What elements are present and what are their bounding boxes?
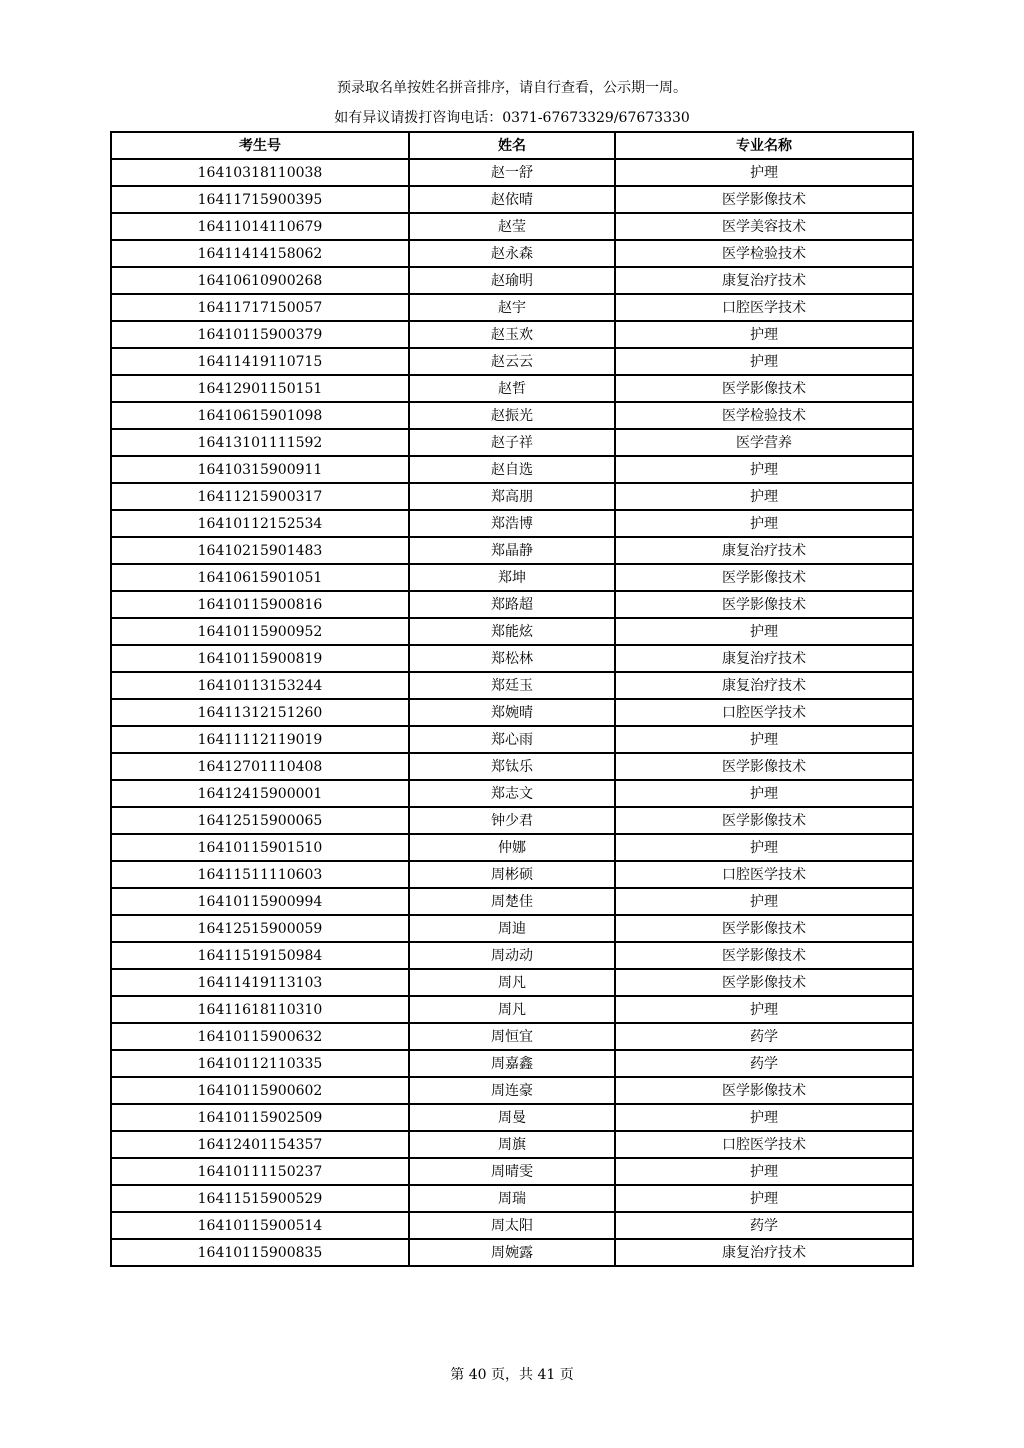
column-header-major: 专业名称	[615, 132, 913, 159]
cell-exam-id: 16411414158062	[111, 240, 409, 267]
cell-major: 护理	[615, 1185, 913, 1212]
cell-exam-id: 16410112110335	[111, 1050, 409, 1077]
table-row	[111, 888, 913, 915]
table-row	[111, 1212, 913, 1239]
cell-major: 医学影像技术	[615, 807, 913, 834]
cell-exam-id: 16411717150057	[111, 294, 409, 321]
cell-exam-id: 16412515900065	[111, 807, 409, 834]
cell-name: 周连豪	[409, 1077, 615, 1104]
cell-name: 郑坤	[409, 564, 615, 591]
cell-exam-id: 16411519150984	[111, 942, 409, 969]
cell-major: 护理	[615, 510, 913, 537]
cell-exam-id: 16410318110038	[111, 159, 409, 186]
cell-name: 仲娜	[409, 834, 615, 861]
cell-major: 口腔医学技术	[615, 294, 913, 321]
cell-major: 医学影像技术	[615, 915, 913, 942]
table-row	[111, 591, 913, 618]
cell-exam-id: 16412415900001	[111, 780, 409, 807]
cell-name: 周旗	[409, 1131, 615, 1158]
cell-name: 郑浩博	[409, 510, 615, 537]
cell-major: 医学影像技术	[615, 969, 913, 996]
table-row	[111, 1104, 913, 1131]
cell-exam-id: 16410115900816	[111, 591, 409, 618]
cell-exam-id: 16410115900602	[111, 1077, 409, 1104]
cell-exam-id: 16410615901051	[111, 564, 409, 591]
cell-exam-id: 16410115900379	[111, 321, 409, 348]
cell-name: 赵一舒	[409, 159, 615, 186]
cell-name: 郑志文	[409, 780, 615, 807]
cell-exam-id: 16411419110715	[111, 348, 409, 375]
column-header-name: 姓名	[409, 132, 615, 159]
cell-major: 护理	[615, 483, 913, 510]
table-row	[111, 1077, 913, 1104]
table-row	[111, 861, 913, 888]
cell-exam-id: 16410115900835	[111, 1239, 409, 1266]
cell-major: 护理	[615, 1104, 913, 1131]
cell-name: 周楚佳	[409, 888, 615, 915]
cell-exam-id: 16410111150237	[111, 1158, 409, 1185]
table-row	[111, 834, 913, 861]
cell-major: 医学影像技术	[615, 375, 913, 402]
cell-major: 护理	[615, 888, 913, 915]
cell-name: 赵莹	[409, 213, 615, 240]
cell-exam-id: 16412515900059	[111, 915, 409, 942]
cell-exam-id: 16410112152534	[111, 510, 409, 537]
cell-name: 周凡	[409, 996, 615, 1023]
cell-name: 赵宇	[409, 294, 615, 321]
table-row	[111, 159, 913, 186]
cell-major: 护理	[615, 834, 913, 861]
cell-major: 药学	[615, 1050, 913, 1077]
table-row	[111, 1185, 913, 1212]
column-header-exam-id: 考生号	[111, 132, 409, 159]
table-row	[111, 996, 913, 1023]
cell-major: 医学影像技术	[615, 1077, 913, 1104]
cell-exam-id: 16410115900632	[111, 1023, 409, 1050]
table-header-row	[111, 132, 913, 159]
cell-exam-id: 16411312151260	[111, 699, 409, 726]
cell-name: 赵云云	[409, 348, 615, 375]
cell-exam-id: 16411215900317	[111, 483, 409, 510]
table-body	[111, 159, 913, 1266]
cell-major: 医学营养	[615, 429, 913, 456]
cell-name: 赵振光	[409, 402, 615, 429]
cell-major: 护理	[615, 348, 913, 375]
cell-exam-id: 16410315900911	[111, 456, 409, 483]
table-row	[111, 1050, 913, 1077]
cell-exam-id: 16410113153244	[111, 672, 409, 699]
cell-major: 医学影像技术	[615, 753, 913, 780]
cell-exam-id: 16411618110310	[111, 996, 409, 1023]
table-row	[111, 915, 913, 942]
cell-exam-id: 16412901150151	[111, 375, 409, 402]
table-row	[111, 456, 913, 483]
table-row	[111, 186, 913, 213]
cell-name: 赵子祥	[409, 429, 615, 456]
cell-major: 医学影像技术	[615, 186, 913, 213]
cell-name: 钟少君	[409, 807, 615, 834]
cell-name: 周太阳	[409, 1212, 615, 1239]
cell-name: 郑松林	[409, 645, 615, 672]
cell-name: 周晴雯	[409, 1158, 615, 1185]
cell-name: 郑晶静	[409, 537, 615, 564]
cell-name: 周曼	[409, 1104, 615, 1131]
table-row	[111, 267, 913, 294]
cell-exam-id: 16411715900395	[111, 186, 409, 213]
cell-name: 赵玉欢	[409, 321, 615, 348]
cell-name: 郑婉晴	[409, 699, 615, 726]
cell-exam-id: 16413101111592	[111, 429, 409, 456]
cell-major: 康复治疗技术	[615, 267, 913, 294]
cell-exam-id: 16411515900529	[111, 1185, 409, 1212]
table-row	[111, 294, 913, 321]
cell-exam-id: 16410115900952	[111, 618, 409, 645]
cell-name: 赵永森	[409, 240, 615, 267]
cell-exam-id: 16410115900819	[111, 645, 409, 672]
cell-name: 赵瑜明	[409, 267, 615, 294]
cell-exam-id: 16410115901510	[111, 834, 409, 861]
table-row	[111, 1023, 913, 1050]
cell-major: 护理	[615, 996, 913, 1023]
cell-exam-id: 16410115902509	[111, 1104, 409, 1131]
cell-major: 医学影像技术	[615, 942, 913, 969]
cell-name: 周瑞	[409, 1185, 615, 1212]
cell-major: 康复治疗技术	[615, 537, 913, 564]
notice-line-2: 如有异议请拨打咨询电话：0371-67673329/67673330	[334, 110, 690, 126]
cell-name: 赵依晴	[409, 186, 615, 213]
cell-major: 护理	[615, 1158, 913, 1185]
cell-exam-id: 16410215901483	[111, 537, 409, 564]
cell-major: 医学检验技术	[615, 402, 913, 429]
table-row	[111, 348, 913, 375]
admission-table	[110, 131, 914, 1267]
cell-name: 周动动	[409, 942, 615, 969]
cell-exam-id: 16411112119019	[111, 726, 409, 753]
table-row	[111, 969, 913, 996]
table-row	[111, 240, 913, 267]
cell-major: 药学	[615, 1023, 913, 1050]
cell-name: 郑钛乐	[409, 753, 615, 780]
table-row	[111, 564, 913, 591]
table-row	[111, 942, 913, 969]
table-row	[111, 213, 913, 240]
cell-exam-id: 16411419113103	[111, 969, 409, 996]
cell-major: 康复治疗技术	[615, 1239, 913, 1266]
cell-exam-id: 16411511110603	[111, 861, 409, 888]
table-row	[111, 1239, 913, 1266]
cell-name: 郑心雨	[409, 726, 615, 753]
cell-major: 医学美容技术	[615, 213, 913, 240]
table-row	[111, 375, 913, 402]
cell-major: 医学检验技术	[615, 240, 913, 267]
cell-major: 护理	[615, 780, 913, 807]
cell-major: 口腔医学技术	[615, 1131, 913, 1158]
notice-line-1: 预录取名单按姓名拼音排序，请自行查看，公示期一周。	[337, 80, 687, 96]
cell-major: 康复治疗技术	[615, 645, 913, 672]
table-row	[111, 1131, 913, 1158]
cell-name: 周嘉鑫	[409, 1050, 615, 1077]
cell-exam-id: 16410615901098	[111, 402, 409, 429]
cell-major: 药学	[615, 1212, 913, 1239]
cell-exam-id: 16410610900268	[111, 267, 409, 294]
cell-exam-id: 16410115900994	[111, 888, 409, 915]
table-row	[111, 537, 913, 564]
cell-major: 护理	[615, 159, 913, 186]
table-row	[111, 699, 913, 726]
cell-major: 医学影像技术	[615, 591, 913, 618]
cell-name: 郑能炫	[409, 618, 615, 645]
cell-name: 赵自选	[409, 456, 615, 483]
table-row	[111, 807, 913, 834]
cell-major: 口腔医学技术	[615, 699, 913, 726]
cell-name: 周迪	[409, 915, 615, 942]
cell-major: 护理	[615, 726, 913, 753]
cell-major: 康复治疗技术	[615, 672, 913, 699]
table-row	[111, 780, 913, 807]
cell-exam-id: 16412701110408	[111, 753, 409, 780]
table-row	[111, 402, 913, 429]
cell-exam-id: 16411014110679	[111, 213, 409, 240]
cell-name: 赵哲	[409, 375, 615, 402]
cell-name: 周婉露	[409, 1239, 615, 1266]
table-row	[111, 510, 913, 537]
cell-major: 护理	[615, 618, 913, 645]
cell-major: 护理	[615, 321, 913, 348]
cell-name: 郑廷玉	[409, 672, 615, 699]
table-row	[111, 672, 913, 699]
table-row	[111, 618, 913, 645]
table-row	[111, 726, 913, 753]
cell-major: 护理	[615, 456, 913, 483]
table-row	[111, 1158, 913, 1185]
table-row	[111, 645, 913, 672]
page-number: 第 40 页，共 41 页	[450, 1367, 574, 1383]
cell-name: 周彬硕	[409, 861, 615, 888]
cell-major: 口腔医学技术	[615, 861, 913, 888]
cell-name: 郑高朋	[409, 483, 615, 510]
table-row	[111, 429, 913, 456]
cell-major: 医学影像技术	[615, 564, 913, 591]
table-row	[111, 483, 913, 510]
table-row	[111, 753, 913, 780]
table-row	[111, 321, 913, 348]
cell-exam-id: 16412401154357	[111, 1131, 409, 1158]
cell-name: 郑路超	[409, 591, 615, 618]
cell-exam-id: 16410115900514	[111, 1212, 409, 1239]
cell-name: 周恒宜	[409, 1023, 615, 1050]
cell-name: 周凡	[409, 969, 615, 996]
